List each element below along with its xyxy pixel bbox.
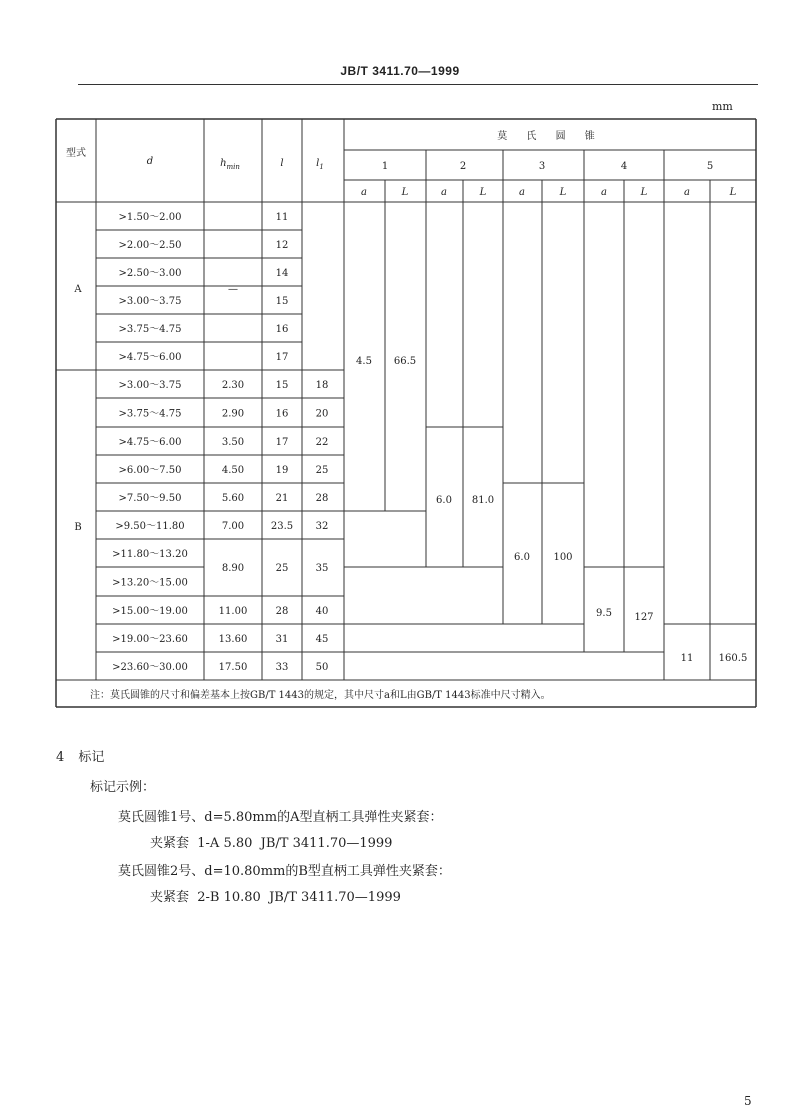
m3-L-value: 100 — [553, 552, 573, 563]
row-5-d: >4.75～6.00 — [118, 352, 182, 363]
row-14-d: >15.00～19.00 — [112, 606, 188, 617]
row-0-l: 11 — [275, 212, 289, 223]
taper-subheader-8: a — [684, 187, 690, 198]
row-9-d: >6.00～7.50 — [118, 465, 182, 476]
type-a-h-dash: — — [228, 284, 238, 295]
row-7-l1: 20 — [315, 408, 329, 420]
row-4-d: >3.75～4.75 — [118, 324, 182, 335]
col-header-type: 型式 — [66, 148, 86, 159]
row-2-l: 14 — [275, 268, 289, 279]
m4-L-value: 127 — [634, 612, 654, 623]
example-2-marking: 夹紧套 2-B 10.80 JB/T 3411.70—1999 — [150, 890, 401, 905]
type-b-label: B — [74, 522, 82, 533]
table-note: 注：莫氏圆锥的尺寸和偏差基本上按GB/T 1443的规定，其中尺寸a和L由GB/T 1443标准中尺寸精入。 — [90, 690, 551, 701]
section-heading — [56, 746, 104, 765]
example-1-marking: 夹紧套 1-A 5.80 JB/T 3411.70—1999 — [150, 836, 393, 851]
row-6-l1: 18 — [315, 380, 329, 391]
row-10-d: >7.50～9.50 — [118, 493, 182, 504]
row-7-d: >3.75～4.75 — [118, 408, 182, 420]
m1-a-value: 4.5 — [356, 356, 372, 367]
row-5-l: 17 — [275, 352, 289, 363]
taper-subheader-0: a — [361, 187, 367, 198]
row-15-l1: 45 — [315, 634, 329, 645]
col-header-h: $h_{min}$ — [220, 158, 240, 171]
row-1-l: 12 — [275, 240, 289, 251]
row-0-d: >1.50～2.00 — [118, 212, 182, 223]
row-9-l1: 25 — [315, 465, 329, 476]
row-11-l: 23.5 — [270, 521, 294, 532]
row-8-l: 17 — [275, 437, 289, 448]
row-16-d: >23.60～30.00 — [112, 662, 188, 673]
row-12-h: 8.90 — [221, 563, 245, 574]
taper-subheader-2: a — [441, 187, 447, 198]
examples-intro: 标记示例： — [90, 780, 156, 795]
col-header-l: l — [280, 158, 284, 169]
example-1-description: 莫氏圆锥1号、d=5.80mm的A型直柄工具弹性夹紧套： — [118, 810, 443, 825]
taper-subheader-3: L — [479, 187, 487, 198]
row-8-d: >4.75～6.00 — [118, 437, 182, 448]
table-rows — [112, 212, 328, 673]
m2-a-value: 6.0 — [436, 495, 452, 506]
unit-label: mm — [712, 100, 733, 113]
row-15-h: 13.60 — [218, 634, 248, 645]
m4-a-value: 9.5 — [596, 608, 612, 619]
row-9-h: 4.50 — [221, 465, 245, 476]
col-header-l1: $l_1$ — [316, 158, 324, 171]
taper-sub-headers — [361, 187, 737, 198]
row-15-d: >19.00～23.60 — [112, 634, 188, 645]
m5-L-value: 160.5 — [718, 653, 748, 664]
row-11-l1: 32 — [315, 521, 329, 532]
row-16-l1: 50 — [315, 662, 329, 673]
row-3-l: 15 — [275, 296, 289, 307]
m2-L-value: 81.0 — [471, 495, 495, 506]
taper-subheader-6: a — [601, 187, 607, 198]
row-2-d: >2.50～3.00 — [118, 268, 182, 279]
example-2-description: 莫氏圆锥2号、d=10.80mm的B型直柄工具弹性夹紧套： — [118, 864, 451, 879]
taper-value-lines — [344, 202, 756, 680]
row-6-d: >3.00～3.75 — [118, 380, 182, 391]
row-12-l1: 35 — [315, 563, 329, 574]
taper-subheader-4: a — [519, 187, 525, 198]
section-number: 4 — [56, 750, 65, 765]
row-12-l: 25 — [275, 563, 289, 574]
col-header-d: d — [146, 156, 154, 167]
type-a-label: A — [74, 284, 82, 295]
row-10-l: 21 — [275, 493, 289, 504]
taper-subheader-1: L — [401, 187, 409, 198]
m1-L-value: 66.5 — [393, 356, 417, 367]
m5-a-value: 11 — [680, 653, 694, 664]
col-header-taper-group: 莫 氏 圆 锥 — [497, 131, 603, 142]
row-9-l: 19 — [275, 465, 289, 476]
taper-number-5: 5 — [706, 161, 714, 172]
row-6-l: 15 — [275, 380, 289, 391]
row-8-h: 3.50 — [221, 437, 245, 448]
row-8-l1: 22 — [315, 437, 329, 448]
taper-number-4: 4 — [620, 161, 628, 172]
row-4-l: 16 — [275, 324, 289, 335]
taper-subheader-5: L — [559, 187, 567, 198]
row-1-d: >2.00～2.50 — [118, 240, 182, 251]
row-13-d: >13.20～15.00 — [112, 577, 188, 589]
row-16-l: 33 — [275, 662, 289, 673]
row-14-h: 11.00 — [218, 606, 248, 617]
row-11-h: 7.00 — [221, 521, 245, 532]
taper-subheader-7: L — [640, 187, 648, 198]
taper-number-1: 1 — [381, 161, 389, 172]
taper-number-2: 2 — [459, 161, 467, 172]
row-16-h: 17.50 — [218, 662, 248, 673]
page-header-standard: JB/T 3411.70—1999 — [340, 64, 460, 78]
row-6-h: 2.30 — [221, 380, 245, 391]
row-14-l: 28 — [275, 606, 289, 617]
row-lines — [56, 230, 344, 652]
row-7-h: 2.90 — [221, 408, 245, 420]
row-3-d: >3.00～3.75 — [118, 296, 182, 307]
row-15-l: 31 — [275, 634, 289, 645]
taper-number-headers — [382, 161, 713, 172]
m3-a-value: 6.0 — [514, 552, 530, 563]
row-10-l1: 28 — [315, 493, 329, 504]
taper-subheader-9: L — [729, 187, 737, 198]
taper-number-3: 3 — [538, 161, 546, 172]
row-7-l: 16 — [275, 408, 289, 420]
row-10-h: 5.60 — [221, 493, 245, 504]
page-number: 5 — [744, 1094, 752, 1108]
row-11-d: >9.50～11.80 — [115, 521, 185, 532]
row-14-l1: 40 — [315, 606, 329, 617]
row-12-d: >11.80～13.20 — [112, 549, 188, 560]
section-title: 标记 — [78, 750, 105, 765]
